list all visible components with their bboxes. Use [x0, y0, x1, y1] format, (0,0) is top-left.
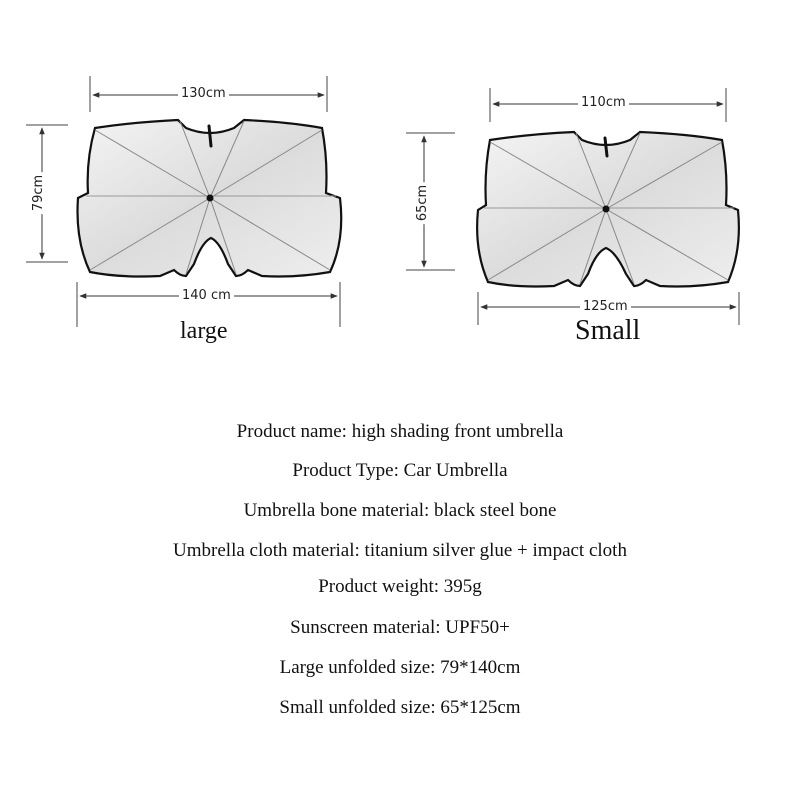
small-caption: Small [575, 315, 641, 346]
large-top-width-label: 130cm [178, 87, 229, 101]
spec-product-type: Product Type: Car Umbrella [292, 460, 508, 481]
spec-sunscreen: Sunscreen material: UPF50+ [290, 617, 510, 638]
spec-small-size: Small unfolded size: 65*125cm [279, 697, 521, 718]
spec-product-name: Product name: high shading front umbrella [236, 421, 564, 442]
small-height-label: 65cm [416, 182, 430, 224]
large-height-label: 79cm [32, 172, 46, 214]
spec-cloth-material: Umbrella cloth material: titanium silver glue + impact cloth [173, 540, 627, 561]
small-top-width-label: 110cm [578, 96, 629, 110]
spec-large-size: Large unfolded size: 79*140cm [279, 657, 521, 678]
small-bottom-width-label: 125cm [580, 300, 631, 314]
diagram-lines [0, 0, 800, 380]
small-umbrella [406, 88, 739, 325]
large-caption: large [180, 318, 228, 344]
size-diagram [0, 0, 800, 380]
spec-bone-material: Umbrella bone material: black steel bone [243, 500, 557, 521]
spec-weight: Product weight: 395g [318, 576, 482, 597]
large-bottom-width-label: 140 cm [179, 289, 234, 303]
